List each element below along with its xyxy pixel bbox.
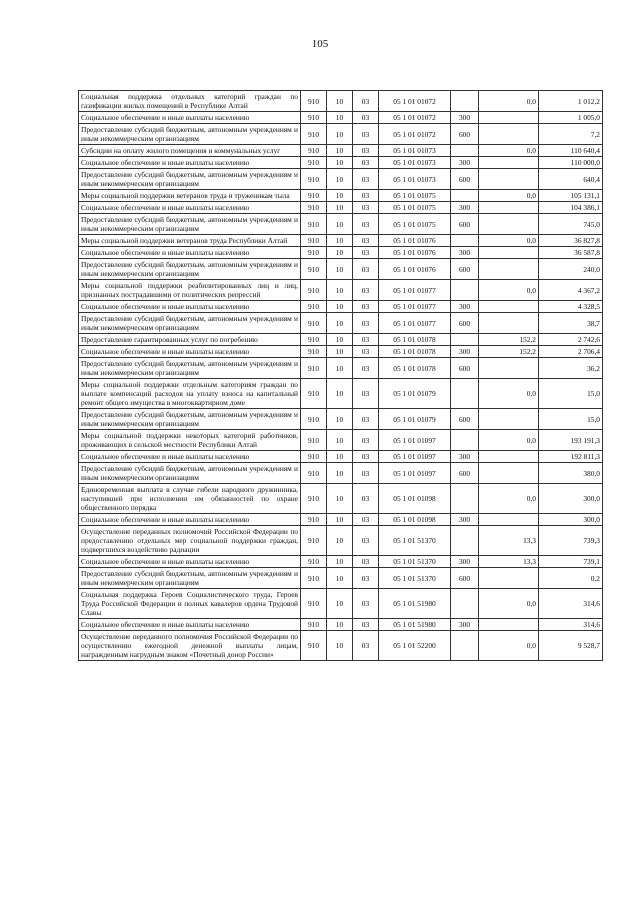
table-cell-name: Предоставление субсидий бюджетным, автономным учреждениям и иным некоммерческим организациям (79, 568, 301, 589)
table-cell-name: Социальное обеспечение и иные выплаты населению (79, 247, 301, 259)
table-cell-subsection: 03 (353, 235, 379, 247)
table-cell-ministry: 910 (301, 556, 327, 568)
table-cell-ministry: 910 (301, 514, 327, 526)
table-cell-subsection: 03 (353, 451, 379, 463)
table-cell-expense-type: 300 (451, 157, 479, 169)
table-cell-name: Социальное обеспечение и иные выплаты населению (79, 346, 301, 358)
table-cell-name: Единовременная выплата в случае гибели народного дружинника, наступившей при исполнении им обязанностей по охране общественного порядка (79, 484, 301, 514)
table-cell-federal-amount: 152,2 (479, 334, 539, 346)
table-cell-name: Социальное обеспечение и иные выплаты населению (79, 514, 301, 526)
table-cell-subsection: 03 (353, 358, 379, 379)
table-row (79, 259, 603, 280)
table-cell-amount: 9 528,7 (539, 631, 603, 661)
table-cell-target-code: 05 1 01 01078 (379, 358, 451, 379)
table-cell-expense-type (451, 379, 479, 409)
table-row (79, 430, 603, 451)
table-cell-amount: 1 005,0 (539, 112, 603, 124)
table-cell-expense-type (451, 589, 479, 619)
table-row (79, 313, 603, 334)
table-cell-name: Социальная поддержка Героев Социалистического труда, Героев Труда Российской Федерации и полных кавалеров ордена Трудовой Славы (79, 589, 301, 619)
table-cell-target-code: 05 1 01 51980 (379, 589, 451, 619)
table-cell-ministry: 910 (301, 202, 327, 214)
table-cell-expense-type (451, 484, 479, 514)
table-cell-subsection: 03 (353, 280, 379, 301)
table-row (79, 346, 603, 358)
table-cell-section: 10 (327, 301, 353, 313)
table-cell-expense-type: 300 (451, 451, 479, 463)
table-cell-section: 10 (327, 247, 353, 259)
table-cell-name: Меры социальной поддержки ветеранов труда Республики Алтай (79, 235, 301, 247)
table-cell-federal-amount (479, 358, 539, 379)
table-cell-target-code: 05 1 01 51980 (379, 619, 451, 631)
table-cell-name: Предоставление субсидий бюджетным, автономным учреждениям и иным некоммерческим организациям (79, 259, 301, 280)
table-cell-subsection: 03 (353, 346, 379, 358)
table-cell-section: 10 (327, 619, 353, 631)
table-cell-target-code: 05 1 01 01075 (379, 190, 451, 202)
budget-table (78, 90, 603, 661)
table-cell-subsection: 03 (353, 334, 379, 346)
table-cell-expense-type (451, 145, 479, 157)
table-cell-section: 10 (327, 568, 353, 589)
table-row (79, 451, 603, 463)
table-cell-target-code: 05 1 01 01079 (379, 409, 451, 430)
table-cell-ministry: 910 (301, 568, 327, 589)
table-cell-target-code: 05 1 01 51370 (379, 526, 451, 556)
table-cell-target-code: 05 1 01 01077 (379, 280, 451, 301)
table-cell-expense-type: 600 (451, 259, 479, 280)
table-cell-federal-amount (479, 202, 539, 214)
table-cell-subsection: 03 (353, 301, 379, 313)
table-cell-amount: 104 386,1 (539, 202, 603, 214)
page-number: 105 (311, 38, 329, 50)
table-row (79, 280, 603, 301)
table-cell-federal-amount: 0,0 (479, 589, 539, 619)
table-cell-subsection: 03 (353, 568, 379, 589)
table-cell-section: 10 (327, 334, 353, 346)
table-cell-amount: 4 367,2 (539, 280, 603, 301)
table-cell-subsection: 03 (353, 463, 379, 484)
table-cell-name: Меры социальной поддержки реабилитированных лиц и лиц, признанных пострадавшими от политических репрессий (79, 280, 301, 301)
table-cell-subsection: 03 (353, 214, 379, 235)
table-cell-expense-type (451, 631, 479, 661)
table-cell-expense-type: 300 (451, 346, 479, 358)
table-cell-federal-amount (479, 313, 539, 334)
table-cell-ministry: 910 (301, 409, 327, 430)
table-cell-amount: 15,0 (539, 379, 603, 409)
table-body (79, 91, 603, 661)
table-cell-target-code: 05 1 01 01072 (379, 112, 451, 124)
table-row (79, 589, 603, 619)
table-cell-federal-amount (479, 619, 539, 631)
table-cell-target-code: 05 1 01 01076 (379, 259, 451, 280)
table-cell-ministry: 910 (301, 526, 327, 556)
table-cell-section: 10 (327, 451, 353, 463)
table-cell-amount: 2 706,4 (539, 346, 603, 358)
table-cell-section: 10 (327, 430, 353, 451)
table-cell-amount: 745,0 (539, 214, 603, 235)
table-cell-amount: 2 742,6 (539, 334, 603, 346)
table-cell-section: 10 (327, 313, 353, 334)
table-cell-federal-amount: 0,0 (479, 235, 539, 247)
table-cell-federal-amount (479, 169, 539, 190)
table-cell-subsection: 03 (353, 484, 379, 514)
table-cell-target-code: 05 1 01 01077 (379, 313, 451, 334)
table-cell-federal-amount (479, 301, 539, 313)
table-cell-amount: 36 827,8 (539, 235, 603, 247)
table-cell-target-code: 05 1 01 01073 (379, 157, 451, 169)
table-cell-subsection: 03 (353, 112, 379, 124)
table-cell-target-code: 05 1 01 51370 (379, 568, 451, 589)
table-cell-ministry: 910 (301, 157, 327, 169)
table-cell-name: Социальная поддержка отдельных категорий граждан по газификации жилых помещений в Республике Алтай (79, 91, 301, 112)
table-cell-section: 10 (327, 235, 353, 247)
table-cell-expense-type: 300 (451, 112, 479, 124)
table-cell-ministry: 910 (301, 313, 327, 334)
table-cell-ministry: 910 (301, 334, 327, 346)
table-cell-expense-type: 600 (451, 313, 479, 334)
table-cell-amount: 193 191,3 (539, 430, 603, 451)
table-cell-name: Меры социальной поддержки ветеранов труда и труженикам тыла (79, 190, 301, 202)
table-cell-amount: 36,2 (539, 358, 603, 379)
table-row (79, 235, 603, 247)
table-row (79, 334, 603, 346)
table-cell-ministry: 910 (301, 247, 327, 259)
table-cell-federal-amount: 13,3 (479, 526, 539, 556)
table-cell-subsection: 03 (353, 589, 379, 619)
table-cell-federal-amount: 0,0 (479, 631, 539, 661)
table-row (79, 556, 603, 568)
table-cell-target-code: 05 1 01 01077 (379, 301, 451, 313)
table-cell-federal-amount (479, 514, 539, 526)
table-cell-subsection: 03 (353, 91, 379, 112)
table-cell-target-code: 05 1 01 01079 (379, 379, 451, 409)
table-cell-federal-amount (479, 124, 539, 145)
table-cell-expense-type: 600 (451, 358, 479, 379)
table-cell-name: Предоставление субсидий бюджетным, автономным учреждениям и иным некоммерческим организациям (79, 313, 301, 334)
table-cell-section: 10 (327, 124, 353, 145)
table-row (79, 202, 603, 214)
table-cell-name: Предоставление субсидий бюджетным, автономным учреждениям и иным некоммерческим организациям (79, 124, 301, 145)
table-cell-subsection: 03 (353, 202, 379, 214)
table-cell-section: 10 (327, 358, 353, 379)
table-cell-subsection: 03 (353, 556, 379, 568)
table-cell-subsection: 03 (353, 190, 379, 202)
table-cell-expense-type: 600 (451, 124, 479, 145)
table-cell-section: 10 (327, 214, 353, 235)
table-cell-amount: 38,7 (539, 313, 603, 334)
table-cell-ministry: 910 (301, 214, 327, 235)
table-cell-expense-type: 600 (451, 214, 479, 235)
table-cell-subsection: 03 (353, 379, 379, 409)
table-cell-target-code: 05 1 01 01097 (379, 463, 451, 484)
table-cell-expense-type: 600 (451, 463, 479, 484)
table-cell-target-code: 05 1 01 01075 (379, 202, 451, 214)
table-cell-ministry: 910 (301, 346, 327, 358)
table-cell-expense-type: 300 (451, 202, 479, 214)
table-cell-ministry: 910 (301, 484, 327, 514)
table-cell-name: Предоставление субсидий бюджетным, автономным учреждениям и иным некоммерческим организациям (79, 463, 301, 484)
table-cell-federal-amount: 0,0 (479, 379, 539, 409)
table-cell-expense-type (451, 190, 479, 202)
table-cell-expense-type (451, 235, 479, 247)
table-cell-ministry: 910 (301, 619, 327, 631)
table-cell-amount: 1 012,2 (539, 91, 603, 112)
table-cell-federal-amount (479, 451, 539, 463)
table-cell-expense-type: 600 (451, 169, 479, 190)
table-cell-section: 10 (327, 259, 353, 280)
table-row (79, 301, 603, 313)
table-cell-amount: 105 131,1 (539, 190, 603, 202)
table-cell-amount: 300,0 (539, 514, 603, 526)
table-cell-subsection: 03 (353, 247, 379, 259)
table-row (79, 568, 603, 589)
table-cell-subsection: 03 (353, 619, 379, 631)
table-cell-expense-type: 300 (451, 514, 479, 526)
table-cell-target-code: 05 1 01 52200 (379, 631, 451, 661)
table-cell-amount: 314,6 (539, 619, 603, 631)
table-cell-expense-type: 300 (451, 619, 479, 631)
table-cell-target-code: 05 1 01 01097 (379, 430, 451, 451)
table-cell-section: 10 (327, 169, 353, 190)
table-cell-ministry: 910 (301, 631, 327, 661)
table-row (79, 112, 603, 124)
table-cell-name: Предоставление субсидий бюджетным, автономным учреждениям и иным некоммерческим организациям (79, 214, 301, 235)
table-cell-federal-amount (479, 157, 539, 169)
table-cell-name: Социальное обеспечение и иные выплаты населению (79, 301, 301, 313)
table-cell-expense-type: 300 (451, 247, 479, 259)
table-cell-ministry: 910 (301, 112, 327, 124)
table-cell-section: 10 (327, 409, 353, 430)
table-cell-subsection: 03 (353, 430, 379, 451)
table-cell-section: 10 (327, 346, 353, 358)
table-cell-ministry: 910 (301, 358, 327, 379)
table-cell-subsection: 03 (353, 313, 379, 334)
table-cell-target-code: 05 1 01 01078 (379, 346, 451, 358)
table-cell-name: Субсидии на оплату жилого помещения и коммунальных услуг (79, 145, 301, 157)
table-cell-section: 10 (327, 280, 353, 301)
table-cell-section: 10 (327, 631, 353, 661)
table-cell-section: 10 (327, 484, 353, 514)
table-cell-subsection: 03 (353, 169, 379, 190)
table-cell-section: 10 (327, 157, 353, 169)
table-row (79, 619, 603, 631)
table-cell-ministry: 910 (301, 463, 327, 484)
table-cell-federal-amount (479, 409, 539, 430)
table-cell-amount: 15,0 (539, 409, 603, 430)
table-cell-name: Социальное обеспечение и иные выплаты населению (79, 556, 301, 568)
table-cell-amount: 192 811,3 (539, 451, 603, 463)
table-cell-amount: 739,1 (539, 556, 603, 568)
table-cell-target-code: 05 1 01 01078 (379, 334, 451, 346)
table-cell-amount: 380,0 (539, 463, 603, 484)
table-cell-ministry: 910 (301, 301, 327, 313)
table-cell-target-code: 05 1 01 01073 (379, 169, 451, 190)
table-cell-name: Социальное обеспечение и иные выплаты населению (79, 202, 301, 214)
table-cell-expense-type: 600 (451, 568, 479, 589)
table-cell-name: Меры социальной поддержки отдельным категориям граждан по выплате компенсаций расходов на уплату взноса на капитальный ремонт общего имущества в многоквартирном доме (79, 379, 301, 409)
table-cell-federal-amount: 0,0 (479, 91, 539, 112)
table-cell-target-code: 05 1 01 01072 (379, 91, 451, 112)
table-cell-federal-amount: 13,3 (479, 556, 539, 568)
table-cell-section: 10 (327, 190, 353, 202)
table-cell-name: Осуществление переданного полномочия Российской Федерации по осуществлению ежегодной денежной выплаты лицам, награжденным нагрудным знаком «Почетный донор России» (79, 631, 301, 661)
table-cell-ministry: 910 (301, 169, 327, 190)
table-cell-federal-amount: 0,0 (479, 430, 539, 451)
table-cell-section: 10 (327, 145, 353, 157)
table-cell-ministry: 910 (301, 280, 327, 301)
table-row (79, 169, 603, 190)
table-row (79, 358, 603, 379)
table-cell-name: Социальное обеспечение и иные выплаты населению (79, 619, 301, 631)
table-cell-subsection: 03 (353, 514, 379, 526)
table-cell-target-code: 05 1 01 01076 (379, 247, 451, 259)
table-cell-ministry: 910 (301, 190, 327, 202)
table-cell-subsection: 03 (353, 259, 379, 280)
table-row (79, 157, 603, 169)
table-row (79, 379, 603, 409)
table-row (79, 526, 603, 556)
table-cell-federal-amount: 0,0 (479, 145, 539, 157)
table-cell-federal-amount (479, 112, 539, 124)
table-cell-section: 10 (327, 379, 353, 409)
table-cell-federal-amount (479, 568, 539, 589)
table-cell-amount: 110 640,4 (539, 145, 603, 157)
table-cell-section: 10 (327, 556, 353, 568)
table-cell-amount: 739,3 (539, 526, 603, 556)
table-row (79, 247, 603, 259)
table-cell-ministry: 910 (301, 91, 327, 112)
table-cell-amount: 4 328,5 (539, 301, 603, 313)
table-cell-ministry: 910 (301, 259, 327, 280)
table-cell-name: Предоставление гарантированных услуг по погребению (79, 334, 301, 346)
table-cell-target-code: 05 1 01 01098 (379, 484, 451, 514)
table-cell-subsection: 03 (353, 145, 379, 157)
table-cell-target-code: 05 1 01 01072 (379, 124, 451, 145)
table-cell-amount: 300,0 (539, 484, 603, 514)
table-cell-subsection: 03 (353, 157, 379, 169)
table-cell-expense-type: 300 (451, 301, 479, 313)
table-cell-ministry: 910 (301, 235, 327, 247)
table-cell-subsection: 03 (353, 526, 379, 556)
table-cell-amount: 7,2 (539, 124, 603, 145)
table-cell-name: Предоставление субсидий бюджетным, автономным учреждениям и иным некоммерческим организациям (79, 358, 301, 379)
table-cell-expense-type (451, 430, 479, 451)
table-cell-amount: 314,6 (539, 589, 603, 619)
table-cell-amount: 240,0 (539, 259, 603, 280)
table-cell-target-code: 05 1 01 01098 (379, 514, 451, 526)
table-row (79, 514, 603, 526)
table-row (79, 145, 603, 157)
table-cell-federal-amount: 152,2 (479, 346, 539, 358)
table-cell-section: 10 (327, 91, 353, 112)
table-cell-federal-amount: 0,0 (479, 484, 539, 514)
table-cell-section: 10 (327, 514, 353, 526)
table-row (79, 484, 603, 514)
table-row (79, 631, 603, 661)
table-cell-ministry: 910 (301, 430, 327, 451)
table-cell-name: Социальное обеспечение и иные выплаты населению (79, 157, 301, 169)
table-cell-section: 10 (327, 526, 353, 556)
table-cell-expense-type (451, 280, 479, 301)
table-cell-subsection: 03 (353, 124, 379, 145)
table-row (79, 409, 603, 430)
table-cell-section: 10 (327, 112, 353, 124)
table-cell-federal-amount: 0,0 (479, 190, 539, 202)
table-cell-target-code: 05 1 01 51370 (379, 556, 451, 568)
table-cell-name: Предоставление субсидий бюджетным, автономным учреждениям и иным некоммерческим организациям (79, 169, 301, 190)
table-cell-ministry: 910 (301, 451, 327, 463)
table-cell-ministry: 910 (301, 589, 327, 619)
table-cell-amount: 640,4 (539, 169, 603, 190)
table-cell-target-code: 05 1 01 01073 (379, 145, 451, 157)
table-cell-subsection: 03 (353, 631, 379, 661)
table-row (79, 91, 603, 112)
table-cell-expense-type (451, 526, 479, 556)
table-cell-amount: 0,2 (539, 568, 603, 589)
table-cell-name: Меры социальной поддержки некоторых категорий работников, проживающих в сельской местности Республики Алтай (79, 430, 301, 451)
table-cell-subsection: 03 (353, 409, 379, 430)
table-cell-section: 10 (327, 589, 353, 619)
table-cell-ministry: 910 (301, 145, 327, 157)
table-cell-name: Социальное обеспечение и иные выплаты населению (79, 112, 301, 124)
table-cell-section: 10 (327, 202, 353, 214)
table-cell-federal-amount: 0,0 (479, 280, 539, 301)
table-cell-target-code: 05 1 01 01075 (379, 214, 451, 235)
table-cell-amount: 110 000,0 (539, 157, 603, 169)
table-row (79, 214, 603, 235)
table-cell-ministry: 910 (301, 379, 327, 409)
table-cell-target-code: 05 1 01 01076 (379, 235, 451, 247)
table-cell-federal-amount (479, 247, 539, 259)
table-cell-expense-type (451, 334, 479, 346)
table-row (79, 190, 603, 202)
table-cell-name: Осуществление переданных полномочий Российской Федерации по предоставлению отдельных мер социальной поддержки граждан, подвергшихся воздействию радиации (79, 526, 301, 556)
table-cell-section: 10 (327, 463, 353, 484)
table-cell-name: Социальное обеспечение и иные выплаты населению (79, 451, 301, 463)
table-cell-expense-type: 300 (451, 556, 479, 568)
table-cell-expense-type: 600 (451, 409, 479, 430)
table-cell-name: Предоставление субсидий бюджетным, автономным учреждениям и иным некоммерческим организациям (79, 409, 301, 430)
table-cell-target-code: 05 1 01 01097 (379, 451, 451, 463)
table-cell-ministry: 910 (301, 124, 327, 145)
table-cell-amount: 36 587,8 (539, 247, 603, 259)
table-row (79, 124, 603, 145)
table-cell-federal-amount (479, 463, 539, 484)
table-cell-federal-amount (479, 214, 539, 235)
table-cell-federal-amount (479, 259, 539, 280)
table-cell-expense-type (451, 91, 479, 112)
table-row (79, 463, 603, 484)
